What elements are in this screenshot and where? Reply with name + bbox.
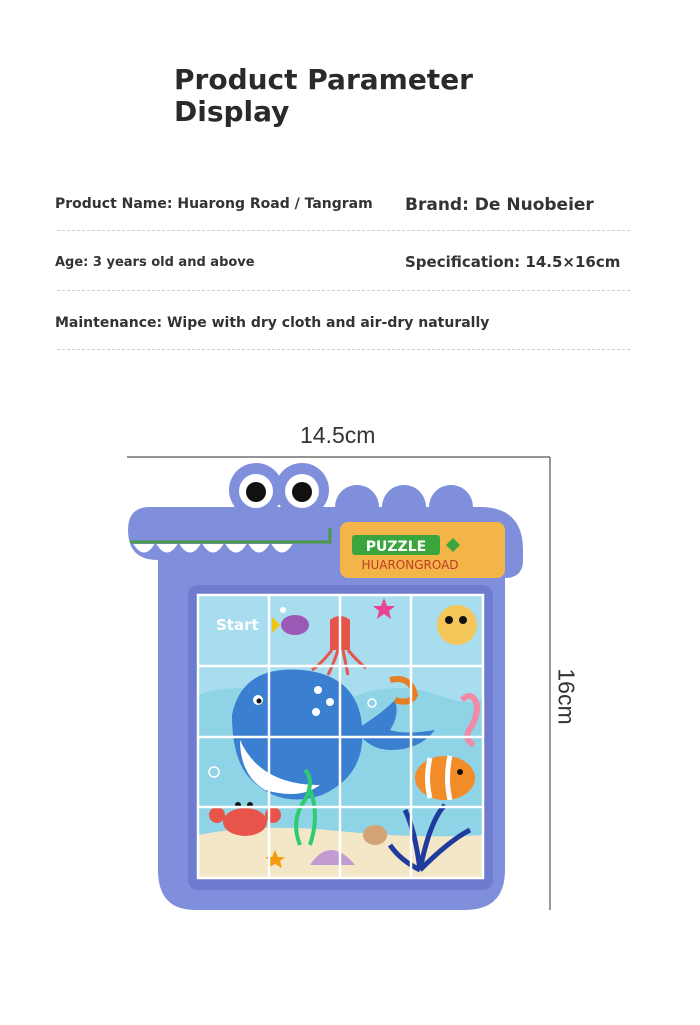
height-dimension-label: 16cm	[553, 668, 580, 725]
brand-label: Brand: De Nuobeier	[405, 195, 594, 215]
page-title-line2: Display	[174, 95, 290, 128]
pufferfish-icon	[437, 605, 477, 645]
width-dimension-label: 14.5cm	[300, 422, 376, 448]
specification-label: Specification: 14.5×16cm	[405, 253, 621, 271]
badge-bottom-text: HUARONGROAD	[361, 558, 459, 572]
clownfish-icon	[415, 756, 475, 800]
product-name-label: Product Name: Huarong Road / Tangram	[55, 196, 373, 212]
start-label: Start	[216, 616, 259, 634]
puzzle-badge	[340, 522, 505, 578]
age-label: Age: 3 years old and above	[55, 255, 255, 270]
maintenance-label: Maintenance: Wipe with dry cloth and air-dry naturally	[55, 315, 490, 331]
page-title-line1: Product Parameter	[174, 63, 473, 96]
badge-top-text: PUZZLE	[365, 539, 427, 555]
